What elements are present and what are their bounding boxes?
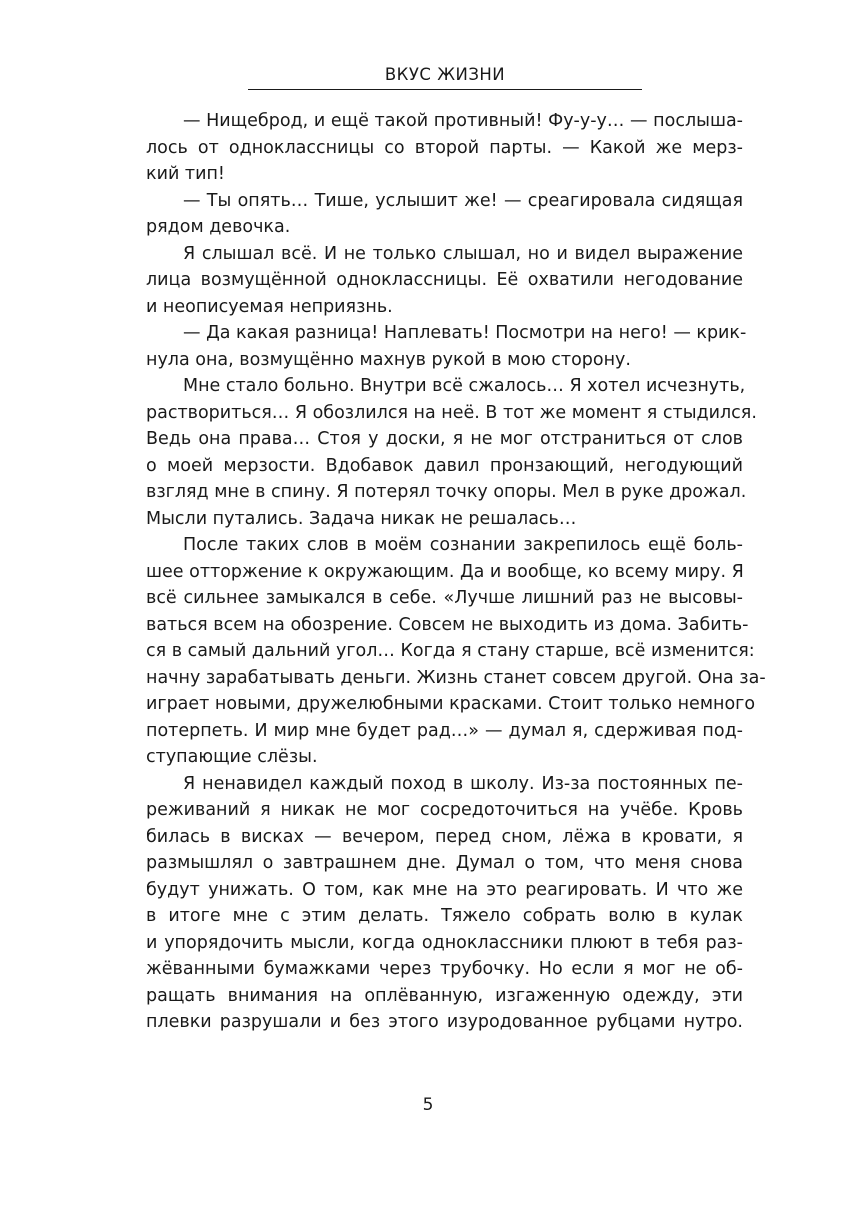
text-line: После таких слов в моём сознании закрепилось ещё боль- <box>183 535 743 555</box>
text-line: будут унижать. О том, как мне на это реагировать. И что же <box>146 879 743 900</box>
text-line: раствориться… Я обозлился на неё. В тот же момент я стыдился. <box>146 402 757 423</box>
text-line: — Ты опять… Тише, услышит же! — среагировала сидящая <box>183 190 743 211</box>
paragraph <box>146 108 743 188</box>
running-header: ВКУС ЖИЗНИ <box>384 65 506 84</box>
paragraph <box>146 320 747 373</box>
paragraph <box>146 241 743 321</box>
text-line: Я слышал всё. И не только слышал, но и видел выражение <box>183 243 743 264</box>
text-line: лось от одноклассницы со второй парты. — Какой же мерз- <box>146 137 743 158</box>
text-line: ваться всем на обозрение. Совсем не выходить из дома. Забить- <box>146 614 749 635</box>
text-line: Мне стало больно. Внутри всё сжалось… Я хотел исчезнуть, <box>183 376 746 396</box>
paragraph <box>146 188 743 241</box>
text-line: ступающие слёзы. <box>146 747 318 767</box>
text-line: ращать внимания на оплёванную, изгаженную одежду, эти <box>146 985 743 1006</box>
text-line: Мысли путались. Задача никак не решалась… <box>146 508 577 529</box>
text-line: играет новыми, дружелюбными красками. Стоит только немного <box>146 694 756 714</box>
text-line: всё сильнее замыкался в себе. «Лучше лишний раз не высовы- <box>146 588 743 608</box>
text-line: Ведь она права… Стоя у доски, я не мог отстраниться от слов <box>146 429 743 449</box>
page-number: 5 <box>422 1095 434 1115</box>
text-line: взгляд мне в спину. Я потерял точку опоры. Мел в руке дрожал. <box>146 482 747 502</box>
text-line: нула она, возмущённо махнув рукой в мою сторону. <box>146 349 631 370</box>
text-line: потерпеть. И мир мне будет рад…» — думал я, сдерживая под- <box>146 720 743 741</box>
paragraph <box>146 532 766 771</box>
text-line: шее отторжение к окружающим. Да и вообще, ко всему миру. Я <box>146 561 744 582</box>
text-line: — Да какая разница! Наплевать! Посмотри на него! — крик- <box>183 323 747 343</box>
text-line: плевки разрушали и без этого изуродованное рубцами нутро. <box>146 1012 743 1032</box>
paragraph <box>146 771 743 1036</box>
text-line: рядом девочка. <box>146 217 291 237</box>
text-line: Я ненавидел каждый поход в школу. Из-за постоянных пе- <box>183 773 743 794</box>
text-line: билась в висках — вечером, перед сном, лёжа в кровати, я <box>146 826 743 847</box>
header-rule <box>248 89 642 90</box>
text-line: ся в самый дальний угол… Когда я стану старше, всё изменится: <box>146 641 755 661</box>
text-line: лица возмущённой одноклассницы. Её охватили негодование <box>146 270 743 290</box>
text-line: и неописуемая неприязнь. <box>146 296 393 317</box>
text-line: жёванными бумажками через трубочку. Но если я мог не об- <box>146 959 743 979</box>
text-line: — Нищеброд, и ещё такой противный! Фу-у-у… — послыша- <box>183 111 743 131</box>
body-text <box>146 108 766 1036</box>
text-line: и упорядочить мысли, когда одноклассники плюют в тебя раз- <box>146 932 743 953</box>
paragraph <box>146 373 757 532</box>
text-line: о моей мерзости. Вдобавок давил пронзающий, негодующий <box>146 455 743 476</box>
text-line: в итоге мне с этим делать. Тяжело собрать волю в кулак <box>146 906 743 926</box>
text-line: размышлял о завтрашнем дне. Думал о том, что меня снова <box>146 853 743 873</box>
text-line: реживаний я никак не мог сосредоточиться на учёбе. Кровь <box>146 800 743 820</box>
text-line: кий тип! <box>146 164 225 184</box>
text-line: начну зарабатывать деньги. Жизнь станет совсем другой. Она за- <box>146 667 766 688</box>
